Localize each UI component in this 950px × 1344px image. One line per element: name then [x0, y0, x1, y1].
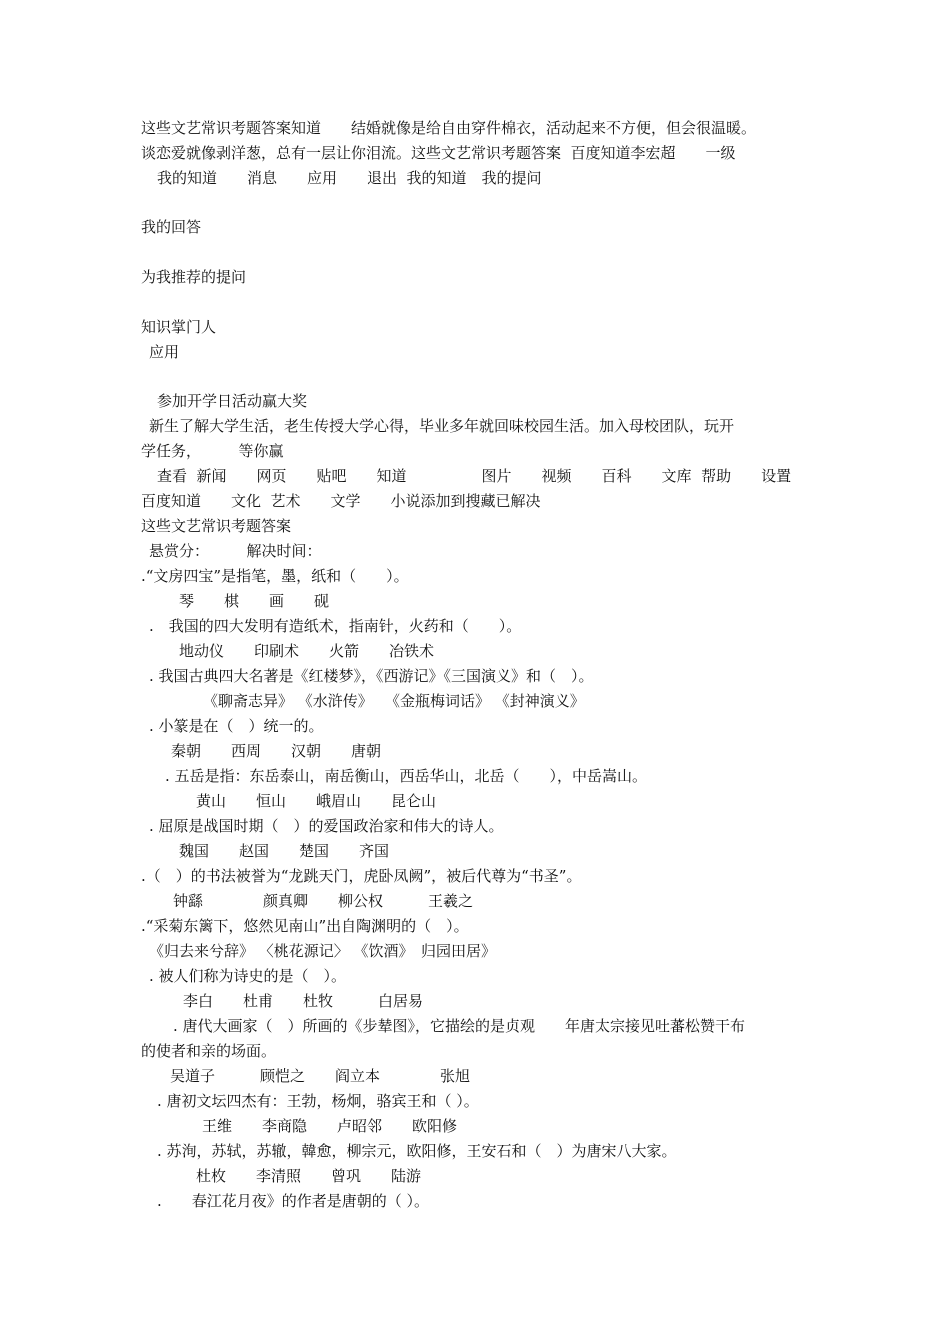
text-line: 这些文艺常识考题答案知道 结婚就像是给自由穿件棉衣，活动起来不方便，但会很温暖。 — [141, 119, 757, 137]
text-line: 学任务， 等你赢 — [141, 442, 284, 460]
text-line: 应用 — [149, 343, 180, 361]
answer-options: 魏国 赵国 楚国 齐国 — [179, 842, 390, 860]
answer-options: 李白 杜甫 杜牧 白居易 — [183, 992, 424, 1010]
question-line: . 被人们称为诗史的是（ ）。 — [149, 967, 347, 985]
text-line: 谈恋爱就像剥洋葱，总有一层让你泪流。这些文艺常识考题答案 百度知道李宏超 一级 — [141, 144, 736, 162]
question-line: . 唐代大画家（ ）所画的《步辇图》，它描绘的是贞观 年唐太宗接见吐蕃松赞干布 — [173, 1017, 746, 1035]
text-line: 我的回答 — [141, 218, 202, 236]
question-line: . 五岳是指：东岳泰山，南岳衡山，西岳华山，北岳（ ），中岳嵩山。 — [165, 767, 648, 785]
question-line: .“采菊东篱下，悠然见南山”出自陶渊明的（ ）。 — [141, 917, 469, 935]
text-line: 这些文艺常识考题答案 — [141, 517, 292, 535]
answer-options: 王维 李商隐 卢昭邻 欧阳修 — [202, 1117, 458, 1135]
question-line: . 我国的四大发明有造纸术，指南针，火药和（ ）。 — [149, 617, 522, 635]
answer-options: 钟繇 颜真卿 柳公权 王羲之 — [173, 892, 474, 910]
question-line: . 唐初文坛四杰有：王勃，杨炯，骆宾王和（ ）。 — [157, 1092, 479, 1110]
text-line: 知识掌门人 — [141, 318, 217, 336]
answer-options: 黄山 恒山 峨眉山 昆仑山 — [196, 792, 437, 810]
text-line: 悬赏分： 解决时间： — [149, 542, 322, 560]
text-line: 参加开学日活动赢大奖 — [157, 392, 308, 410]
answer-options: 《聊斋志异》 《水浒传》 《金瓶梅词话》 《封神演义》 — [203, 692, 585, 710]
text-line: 新生了解大学生活，老生传授大学心得，毕业多年就回味校园生活。加入母校团队，玩开 — [149, 417, 735, 435]
question-line: .（ ）的书法被誉为“龙跳天门，虎卧凤阙”，被后代尊为“书圣”。 — [141, 867, 582, 885]
answer-options: 吴道子 顾恺之 阎立本 张旭 — [170, 1067, 471, 1085]
text-line: 查看 新闻 网页 贴吧 知道 图片 视频 百科 文库 帮助 设置 — [157, 467, 792, 485]
question-line: . 春江花月夜》的作者是唐朝的（ ）。 — [157, 1192, 430, 1210]
answer-options: 《归去来兮辞》 〈桃花源记〉 《饮酒》 归园田居》 — [149, 942, 497, 960]
question-line: . 苏洵，苏轼，苏辙，韓愈，柳宗元，欧阳修，王安石和（ ）为唐宋八大家。 — [157, 1142, 677, 1160]
answer-options: 杜枚 李清照 曾巩 陆游 — [196, 1167, 422, 1185]
question-line: . 小篆是在（ ）统一的。 — [149, 717, 324, 735]
question-line: . 我国古典四大名著是《红楼梦》，《西游记》《三国演义》和（ ）。 — [149, 667, 594, 685]
text-line: 的使者和亲的场面。 — [141, 1042, 277, 1060]
text-line: 我的知道 消息 应用 退出 我的知道 我的提问 — [157, 169, 542, 187]
question-line: . 屈原是战国时期（ ）的爱国政治家和伟大的诗人。 — [149, 817, 504, 835]
text-line: 为我推荐的提问 — [141, 268, 247, 286]
answer-options: 秦朝 西周 汉朝 唐朝 — [171, 742, 382, 760]
answer-options: 琴 棋 画 砚 — [179, 592, 330, 610]
text-line: 百度知道 文化 艺术 文学 小说添加到搜藏已解决 — [141, 492, 541, 510]
question-line: .“文房四宝”是指笔，墨，纸和（ ）。 — [141, 567, 409, 585]
answer-options: 地动仪 印刷术 火箭 冶铁术 — [179, 642, 435, 660]
